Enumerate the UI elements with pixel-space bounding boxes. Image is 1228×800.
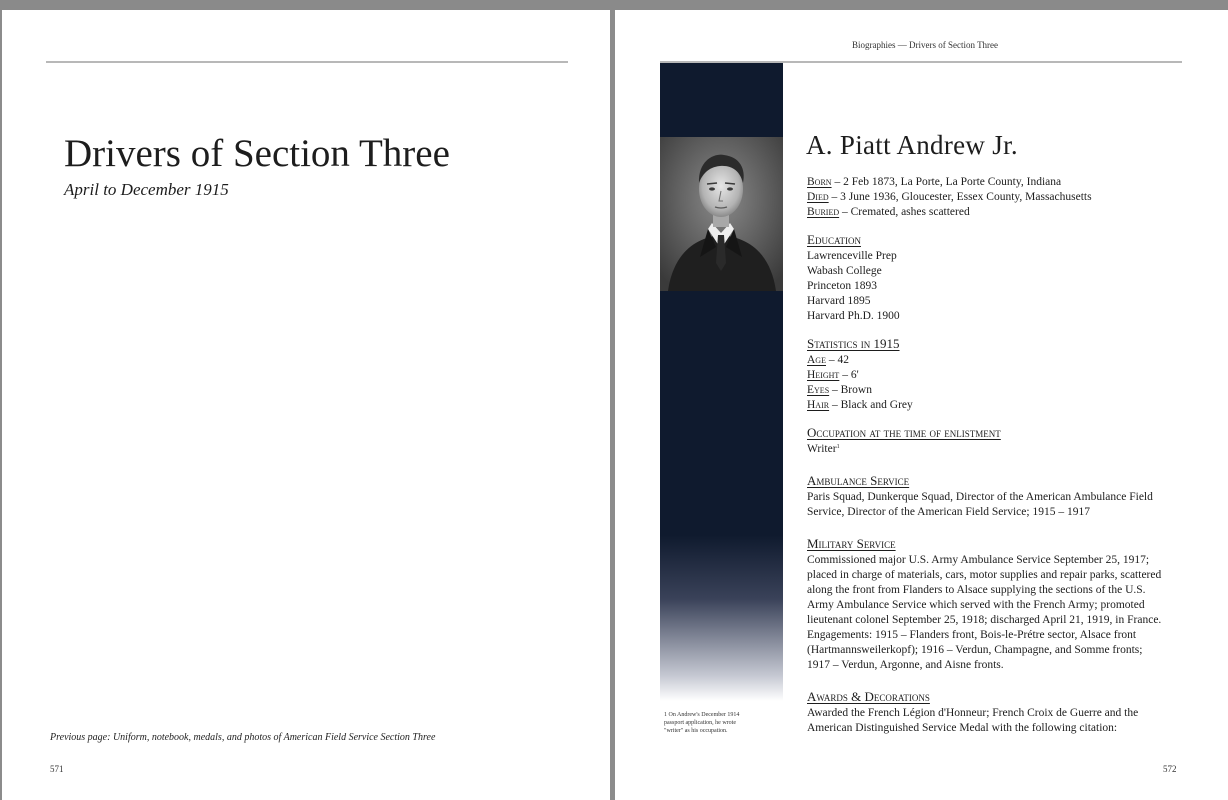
biography-name: A. Piatt Andrew Jr. [806,130,1018,160]
awards-heading: Awards & Decorations [807,689,930,704]
running-header: Biographies — Drivers of Section Three [852,40,999,50]
footnote: 1 On Andrew's December 1914 passport application, he wrote "writer" as his occupation. [664,712,740,734]
footnote-marker: 1 [836,444,840,450]
header-rule [46,61,568,63]
viewer-top-strip [0,0,1228,10]
right-page [615,10,1228,800]
page-number: 572 [1163,764,1177,774]
statistics-heading: Statistics in 1915 [807,336,900,351]
education-item: Wabash College [807,265,882,277]
occupation-value: Writer$^1$ [807,443,840,455]
ambulance-text: Paris Squad, Dunkerque Squad, Director of the American Ambulance Field Service, Director of the American Field Service; 1915 – 1917 [807,491,1153,518]
photo-caption: Previous page: Uniform, notebook, medals, and photos of American Field Service Section Three [50,732,436,743]
buried-line: Buried – Cremated, ashes scattered [807,206,970,218]
education-item: Lawrenceville Prep [807,250,897,262]
education-item: Harvard 1895 [807,295,871,307]
stat-hair: Hair – Black and Grey [807,399,913,411]
page-number: 571 [50,764,64,774]
biography-body [807,175,1167,736]
education-heading: Education [807,232,861,247]
page-title: Drivers of Section Three [64,132,450,175]
died-line: Died – 3 June 1936, Gloucester, Essex County, Massachusetts [807,191,1092,203]
education-item: Harvard Ph.D. 1900 [807,310,900,322]
born-line: Born – 2 Feb 1873, La Porte, La Porte County, Indiana [807,176,1062,188]
education-item: Princeton 1893 [807,280,877,292]
stat-eyes: Eyes – Brown [807,384,872,396]
ambulance-heading: Ambulance Service [807,473,910,488]
left-page [2,10,610,800]
page-subtitle: April to December 1915 [64,180,229,199]
stat-height: Height – 6' [807,369,859,381]
occupation-heading: Occupation at the time of enlistment [807,425,1001,440]
awards-text: Awarded the French Légion d'Honneur; French Croix de Guerre and the American Distinguished Service Medal with the following citation: [807,707,1139,734]
stat-age: Age – 42 [807,354,849,366]
military-text: Commissioned major U.S. Army Ambulance Service September 25, 1917; placed in charge of materials, cars, motor supplies and repair parks, scattered along the front from Flanders to Alsace supplying the sections of the U.S. Army Ambulance Service which served with the French Army; promoted lieutenant colonel September 25, 1918; discharged April 21, 1919, in France. Engagements: 1915 – Flanders front, Bois-le-Prétre sector, Alsace front (Hartmannsweilerkopf); 1916 – Verdun, Champagne, and Somme fronts; 1917 – Verdun, Argonne, and Aisne fronts. [807,554,1162,671]
portrait-photo [660,137,783,291]
military-heading: Military Service [807,536,896,551]
